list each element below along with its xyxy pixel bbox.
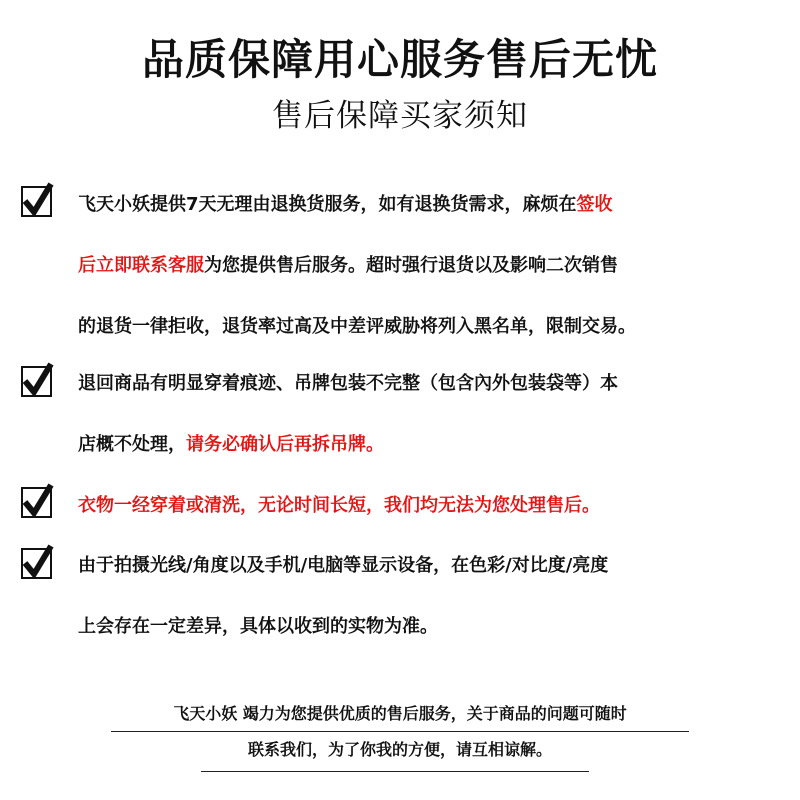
item-1-line-3: [78, 312, 778, 342]
item-2-line-1-text: 退回商品有明显穿着痕迹、吊牌包装不完整（包含內外包装袋等）本: [78, 373, 618, 394]
item-4-line-1-text: 由于拍摄光线/角度以及手机/电脑等显示设备，在色彩/对比度/亮度: [78, 555, 609, 576]
item-1-line-2: [78, 251, 778, 281]
item-3-line-1-text: 衣物一经穿着或清洗，无论时间长短，我们均无法为您处理售后。: [78, 495, 600, 516]
item-3-line-1: [78, 491, 778, 521]
item-2-line-2-text: 店概不处理，: [78, 434, 186, 455]
checked-checkbox-icon: [21, 186, 52, 217]
item-4-line-2: [78, 612, 778, 642]
item-1-highlight-a: 签收: [576, 194, 613, 215]
footer-line-2: 联系我们，为了你我的方便，请互相谅解。: [247, 740, 552, 759]
item-2-line-2: [78, 430, 778, 460]
item-2-line-1: [78, 369, 778, 399]
item-1-line-1-text: 飞天小妖提供7天无理由退换货服务，如有退换货需求，麻烦在: [78, 194, 577, 215]
item-4-line-1: [78, 551, 778, 581]
item-1-highlight-b: 后立即联系客服: [78, 255, 204, 276]
item-1-line-3-text: 的退货一律拒收，退货率过高及中差评威胁将列入黑名单，限制交易。: [78, 316, 636, 337]
checked-checkbox-icon: [21, 548, 52, 579]
footer-divider-top: [111, 731, 689, 732]
checked-checkbox-icon: [21, 487, 52, 518]
footer-line-1: 飞天小妖 竭力为您提供优质的售后服务，关于商品的问题可随时: [173, 704, 627, 723]
item-1-line-2-text: 为您提供售后服务。超时强行退货以及影响二次销售: [204, 255, 618, 276]
item-2-highlight: 请务必确认后再拆吊牌。: [186, 434, 384, 455]
footer-divider-bottom: [201, 771, 589, 772]
checked-checkbox-icon: [21, 366, 52, 397]
page-subtitle: 售后保障买家须知: [272, 98, 528, 134]
page-title: 品质保障用心服务售后无忧: [141, 35, 658, 84]
item-1-line-1: [78, 190, 778, 220]
item-4-line-2-text: 上会存在一定差异，具体以收到的实物为准。: [78, 616, 438, 637]
